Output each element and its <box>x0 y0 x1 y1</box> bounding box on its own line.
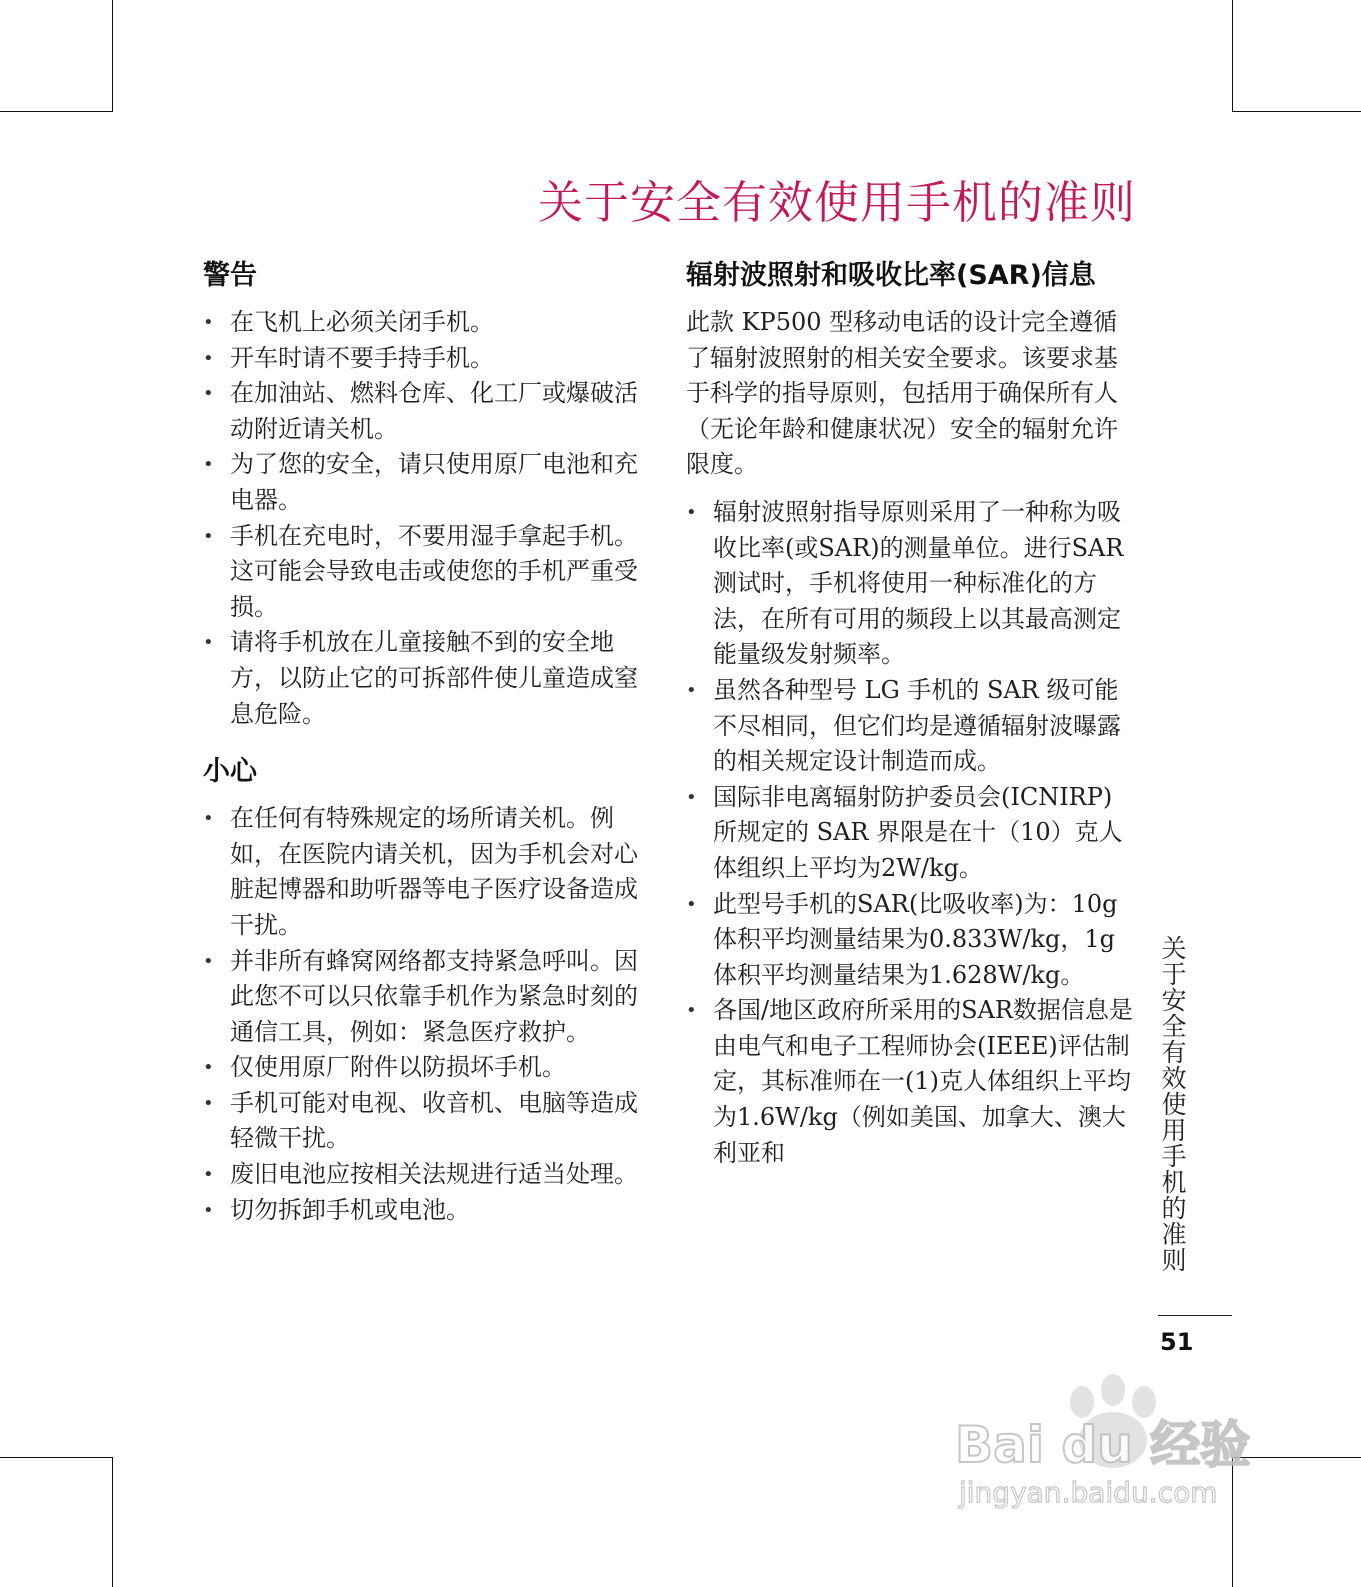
page-title: 关于安全有效使用手机的准则 <box>537 176 1136 229</box>
list-item: • 并非所有蜂窝网络都支持紧急呼叫。因此您不可以只依靠手机作为紧急时刻的通信工具，例如：紧急医疗救护。 <box>203 944 649 1051</box>
caution-heading: 小心 <box>203 756 257 788</box>
list-item: • 此型号手机的SAR(比吸收率)为：10g体积平均测量结果为0.833W/kg，1g体积平均测量结果为1.628W/kg。 <box>686 887 1136 994</box>
list-item: • 手机可能对电视、收音机、电脑等造成轻微干扰。 <box>203 1086 649 1157</box>
list-item: • 手机在充电时，不要用湿手拿起手机。这可能会导致电击或使您的手机严重受损。 <box>203 519 649 626</box>
caution-list <box>203 801 649 1228</box>
warning-list <box>203 305 649 732</box>
warning-heading: 警告 <box>203 260 257 291</box>
crop-mark <box>0 1457 113 1458</box>
list-item: • 为了您的安全，请只使用原厂电池和充电器。 <box>203 447 649 518</box>
crop-mark <box>0 111 113 112</box>
list-item: • 开车时请不要手持手机。 <box>203 341 649 377</box>
list-item: • 仅使用原厂附件以防损坏手机。 <box>203 1050 649 1086</box>
list-item: • 请将手机放在儿童接触不到的安全地方，以防止它的可拆部件使儿童造成窒息危险。 <box>203 625 649 732</box>
sar-intro: 此款 KP500 型移动电话的设计完全遵循了辐射波照射的相关安全要求。该要求基于科学的指导原则，包括用于确保所有人（无论年龄和健康状况）安全的辐射允许限度。 <box>686 308 1118 479</box>
baidu-watermark <box>945 1360 1275 1520</box>
watermark-brand: Bai du 经验 <box>955 1416 1251 1474</box>
sar-list <box>686 495 1136 1171</box>
list-item: • 辐射波照射指导原则采用了一种称为吸收比率(或SAR)的测量单位。进行SAR测试时，手机将使用一种标准化的方法，在所有可用的频段上以其最高测定能量级发射频率。 <box>686 495 1136 673</box>
watermark-url: jingyan.baidu.com <box>959 1476 1218 1509</box>
page-number: 51 <box>1160 1328 1194 1356</box>
list-item: • 国际非电离辐射防护委员会(ICNIRP)所规定的 SAR 界限是在十（10）克人体组织上平均为2W/kg。 <box>686 780 1136 887</box>
crop-mark <box>112 1457 113 1587</box>
list-item: • 在飞机上必须关闭手机。 <box>203 305 649 341</box>
sar-heading: 辐射波照射和吸收比率(SAR)信息 <box>686 260 1096 291</box>
crop-mark <box>1232 0 1233 112</box>
list-item: • 虽然各种型号 LG 手机的 SAR 级可能不尽相同，但它们均是遵循辐射波曝露的相关规定设计制造而成。 <box>686 673 1136 780</box>
crop-mark <box>112 0 113 112</box>
right-column <box>686 258 1136 1171</box>
list-item: • 各国/地区政府所采用的SAR数据信息是由电气和电子工程师协会(IEEE)评估制定，其标准师在一(1)克人体组织上平均为1.6W/kg（例如美国、加拿大、澳大利亚和 <box>686 993 1136 1171</box>
page-number-rule <box>1158 1315 1232 1316</box>
list-item: • 废旧电池应按相关法规进行适当处理。 <box>203 1157 649 1193</box>
left-column <box>203 258 649 1228</box>
side-tab: 关于安全有效使用手机的准则 <box>1158 935 1187 1273</box>
list-item: • 切勿拆卸手机或电池。 <box>203 1193 649 1229</box>
list-item: • 在加油站、燃料仓库、化工厂或爆破活动附近请关机。 <box>203 376 649 447</box>
crop-mark <box>1232 111 1361 112</box>
list-item: • 在任何有特殊规定的场所请关机。例如，在医院内请关机，因为手机会对心脏起博器和助听器等电子医疗设备造成干扰。 <box>203 801 649 943</box>
